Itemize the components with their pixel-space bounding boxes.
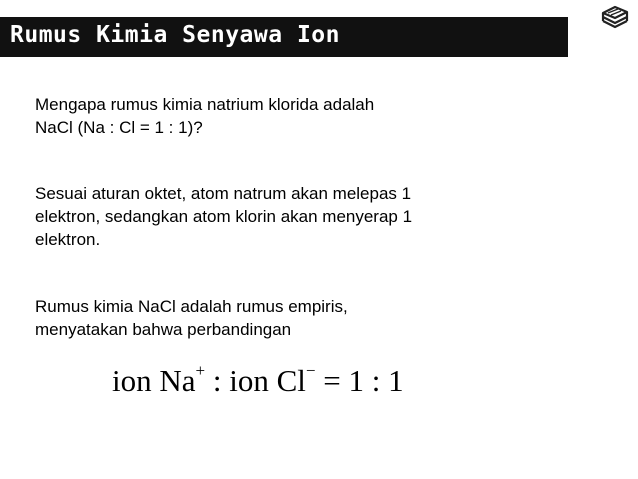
- title-bar: [0, 17, 568, 57]
- book-stack-logo-icon: [600, 2, 630, 30]
- slide-title: Rumus Kimia Senyawa Ion: [10, 22, 340, 48]
- ion-ratio-equation: [112, 360, 404, 399]
- paragraph-octet-rule: [35, 182, 555, 251]
- paragraph-line: elektron, sedangkan atom klorin akan menyerap 1: [35, 207, 413, 226]
- equation-chloride-charge: −: [305, 360, 316, 380]
- equation-separator: :: [205, 363, 230, 398]
- equation-ratio: = 1 : 1: [315, 363, 404, 398]
- equation-chloride-ion: ion Cl: [229, 363, 306, 398]
- equation-sodium-ion: ion Na: [112, 363, 196, 398]
- paragraph-line: menyatakan bahwa perbandingan: [35, 320, 292, 339]
- paragraph-line: Mengapa rumus kimia natrium klorida adalah: [35, 95, 375, 114]
- paragraph-empirical-formula: [35, 295, 555, 341]
- paragraph-line: NaCl (Na : Cl = 1 : 1)?: [35, 118, 203, 137]
- paragraph-line: elektron.: [35, 230, 101, 249]
- equation-sodium-charge: +: [195, 360, 206, 380]
- paragraph-line: Sesuai aturan oktet, atom natrum akan melepas 1: [35, 184, 412, 203]
- paragraph-line: Rumus kimia NaCl adalah rumus empiris,: [35, 297, 348, 316]
- paragraph-question: [35, 93, 555, 139]
